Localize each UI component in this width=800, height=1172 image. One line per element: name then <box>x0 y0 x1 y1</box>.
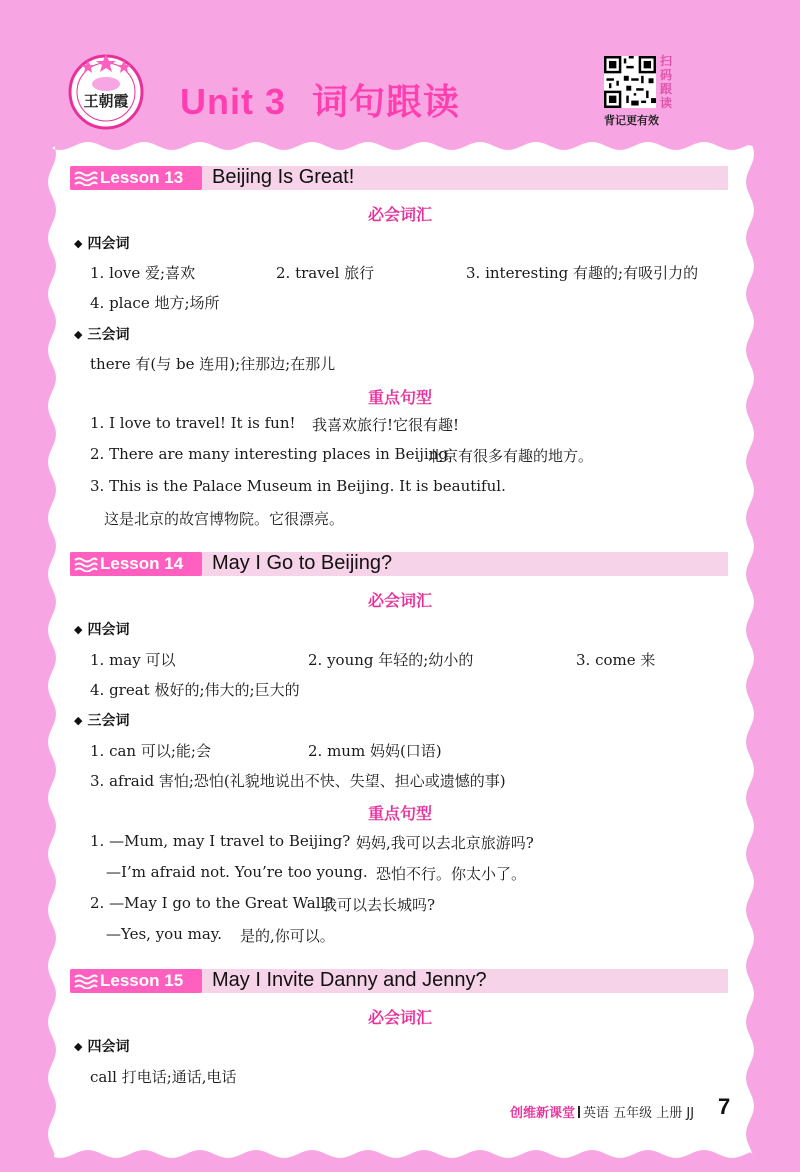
waves-icon <box>74 170 98 186</box>
lesson-13-sentence-1-cn: 我喜欢旅行!它很有趣! <box>312 416 460 434</box>
footer-brand: 创维新课堂 <box>510 1106 576 1121</box>
lesson-13-word-place: 4. place 地方;场所 <box>90 294 220 312</box>
lesson-14-word-can: 1. can 可以;能;会 <box>90 742 211 760</box>
lesson-13-vocab-heading: 必会词汇 <box>367 205 432 224</box>
lesson-14-sentence-1: 1. —Mum, may I travel to Beijing? <box>90 832 351 850</box>
lesson-14-sentence-3-cn: 我可以去长城吗? <box>322 896 436 914</box>
unit-number: Unit 3 <box>180 81 287 122</box>
diamond-icon: ◆ <box>74 623 83 636</box>
lesson-13-sentence-1: 1. I love to travel! It is fun! <box>90 414 296 432</box>
unit-subtitle: 词句跟读 <box>312 82 461 123</box>
svg-text:王朝霞: 王朝霞 <box>83 92 129 110</box>
lesson-14-sentence-4: —Yes, you may. <box>106 925 223 943</box>
lesson-14-sentence-3: 2. —May I go to the Great Wall? <box>90 894 334 912</box>
lesson-14-sentence-1-cn: 妈妈,我可以去北京旅游吗? <box>356 834 534 852</box>
lesson-13-sentence-2: 2. There are many interesting places in Beijing. <box>90 445 453 463</box>
footer-book-info: 英语 五年级 上册 JJ <box>583 1106 695 1121</box>
lesson-13-header <box>70 166 728 190</box>
diamond-icon: ◆ <box>74 237 83 250</box>
diamond-icon: ◆ <box>74 714 83 727</box>
lesson-15-word-call: call 打电话;通话,电话 <box>90 1068 237 1086</box>
lesson-14-tag <box>70 552 202 576</box>
lesson-13-cat-four: ◆ 四会词 <box>74 236 130 252</box>
lesson-14-cat-three: ◆ 三会词 <box>74 713 130 729</box>
lesson-15-title: May I Invite Danny and Jenny? <box>212 969 487 991</box>
lesson-14-header <box>70 552 728 576</box>
lesson-14-word-come: 3. come 来 <box>576 651 656 669</box>
lesson-14-cat-four: ◆ 四会词 <box>74 622 130 638</box>
lesson-14-word-afraid: 3. afraid 害怕;恐怕(礼貌地说出不快、失望、担心或遗憾的事) <box>90 772 506 790</box>
lesson-13-tag <box>70 166 202 190</box>
lesson-15-tag <box>70 969 202 993</box>
lesson-13-word-there: there 有(与 be 连用);往那边;在那儿 <box>90 355 336 373</box>
lesson-15-number: Lesson 15 <box>100 971 184 990</box>
lesson-14-number: Lesson 14 <box>100 554 184 573</box>
lesson-13-sentence-2-cn: 北京有很多有趣的地方。 <box>428 447 594 465</box>
lesson-13-word-interesting: 3. interesting 有趣的;有吸引力的 <box>466 264 699 282</box>
qr-side-label: 扫 码 跟 读 <box>659 54 672 110</box>
lesson-14-sentence-2: —I’m afraid not. You’re too young. <box>106 863 368 881</box>
diamond-icon: ◆ <box>74 1040 83 1053</box>
lesson-13-sentence-3: 3. This is the Palace Museum in Beijing. It is beautiful. <box>90 477 506 495</box>
lesson-13-sentence-heading: 重点句型 <box>367 388 432 407</box>
lesson-13-sentence-3-cn: 这是北京的故宫博物院。它很漂亮。 <box>104 510 345 528</box>
page-number: 7 <box>718 1094 731 1119</box>
lesson-15-header <box>70 969 728 993</box>
page-footer <box>510 1102 694 1121</box>
lesson-14-vocab-heading: 必会词汇 <box>367 591 432 610</box>
lesson-15-cat-four: ◆ 四会词 <box>74 1039 130 1055</box>
lesson-13-cat-three: ◆ 三会词 <box>74 327 130 343</box>
lesson-14-sentence-4-cn: 是的,你可以。 <box>240 927 335 945</box>
footer-divider <box>578 1106 580 1118</box>
waves-icon <box>74 973 98 989</box>
waves-icon <box>74 556 98 572</box>
lesson-13-word-love: 1. love 爱;喜欢 <box>90 264 196 282</box>
lesson-13-word-travel: 2. travel 旅行 <box>276 264 375 282</box>
lesson-14-word-mum: 2. mum 妈妈(口语) <box>308 742 442 760</box>
lesson-14-sentence-heading: 重点句型 <box>367 804 432 823</box>
lesson-14-title: May I Go to Beijing? <box>212 552 393 574</box>
lesson-13-title: Beijing Is Great! <box>212 166 355 188</box>
lesson-14-word-may: 1. may 可以 <box>90 651 176 669</box>
lesson-14-word-young: 2. young 年轻的;幼小的 <box>308 651 474 669</box>
lesson-15-vocab-heading: 必会词汇 <box>367 1008 432 1027</box>
lesson-14-sentence-2-cn: 恐怕不行。你太小了。 <box>376 865 527 883</box>
lesson-14-word-great: 4. great 极好的;伟大的;巨大的 <box>90 681 300 699</box>
lesson-13-number: Lesson 13 <box>100 168 184 187</box>
qr-caption: 背记更有效 <box>604 114 659 127</box>
diamond-icon: ◆ <box>74 328 83 341</box>
